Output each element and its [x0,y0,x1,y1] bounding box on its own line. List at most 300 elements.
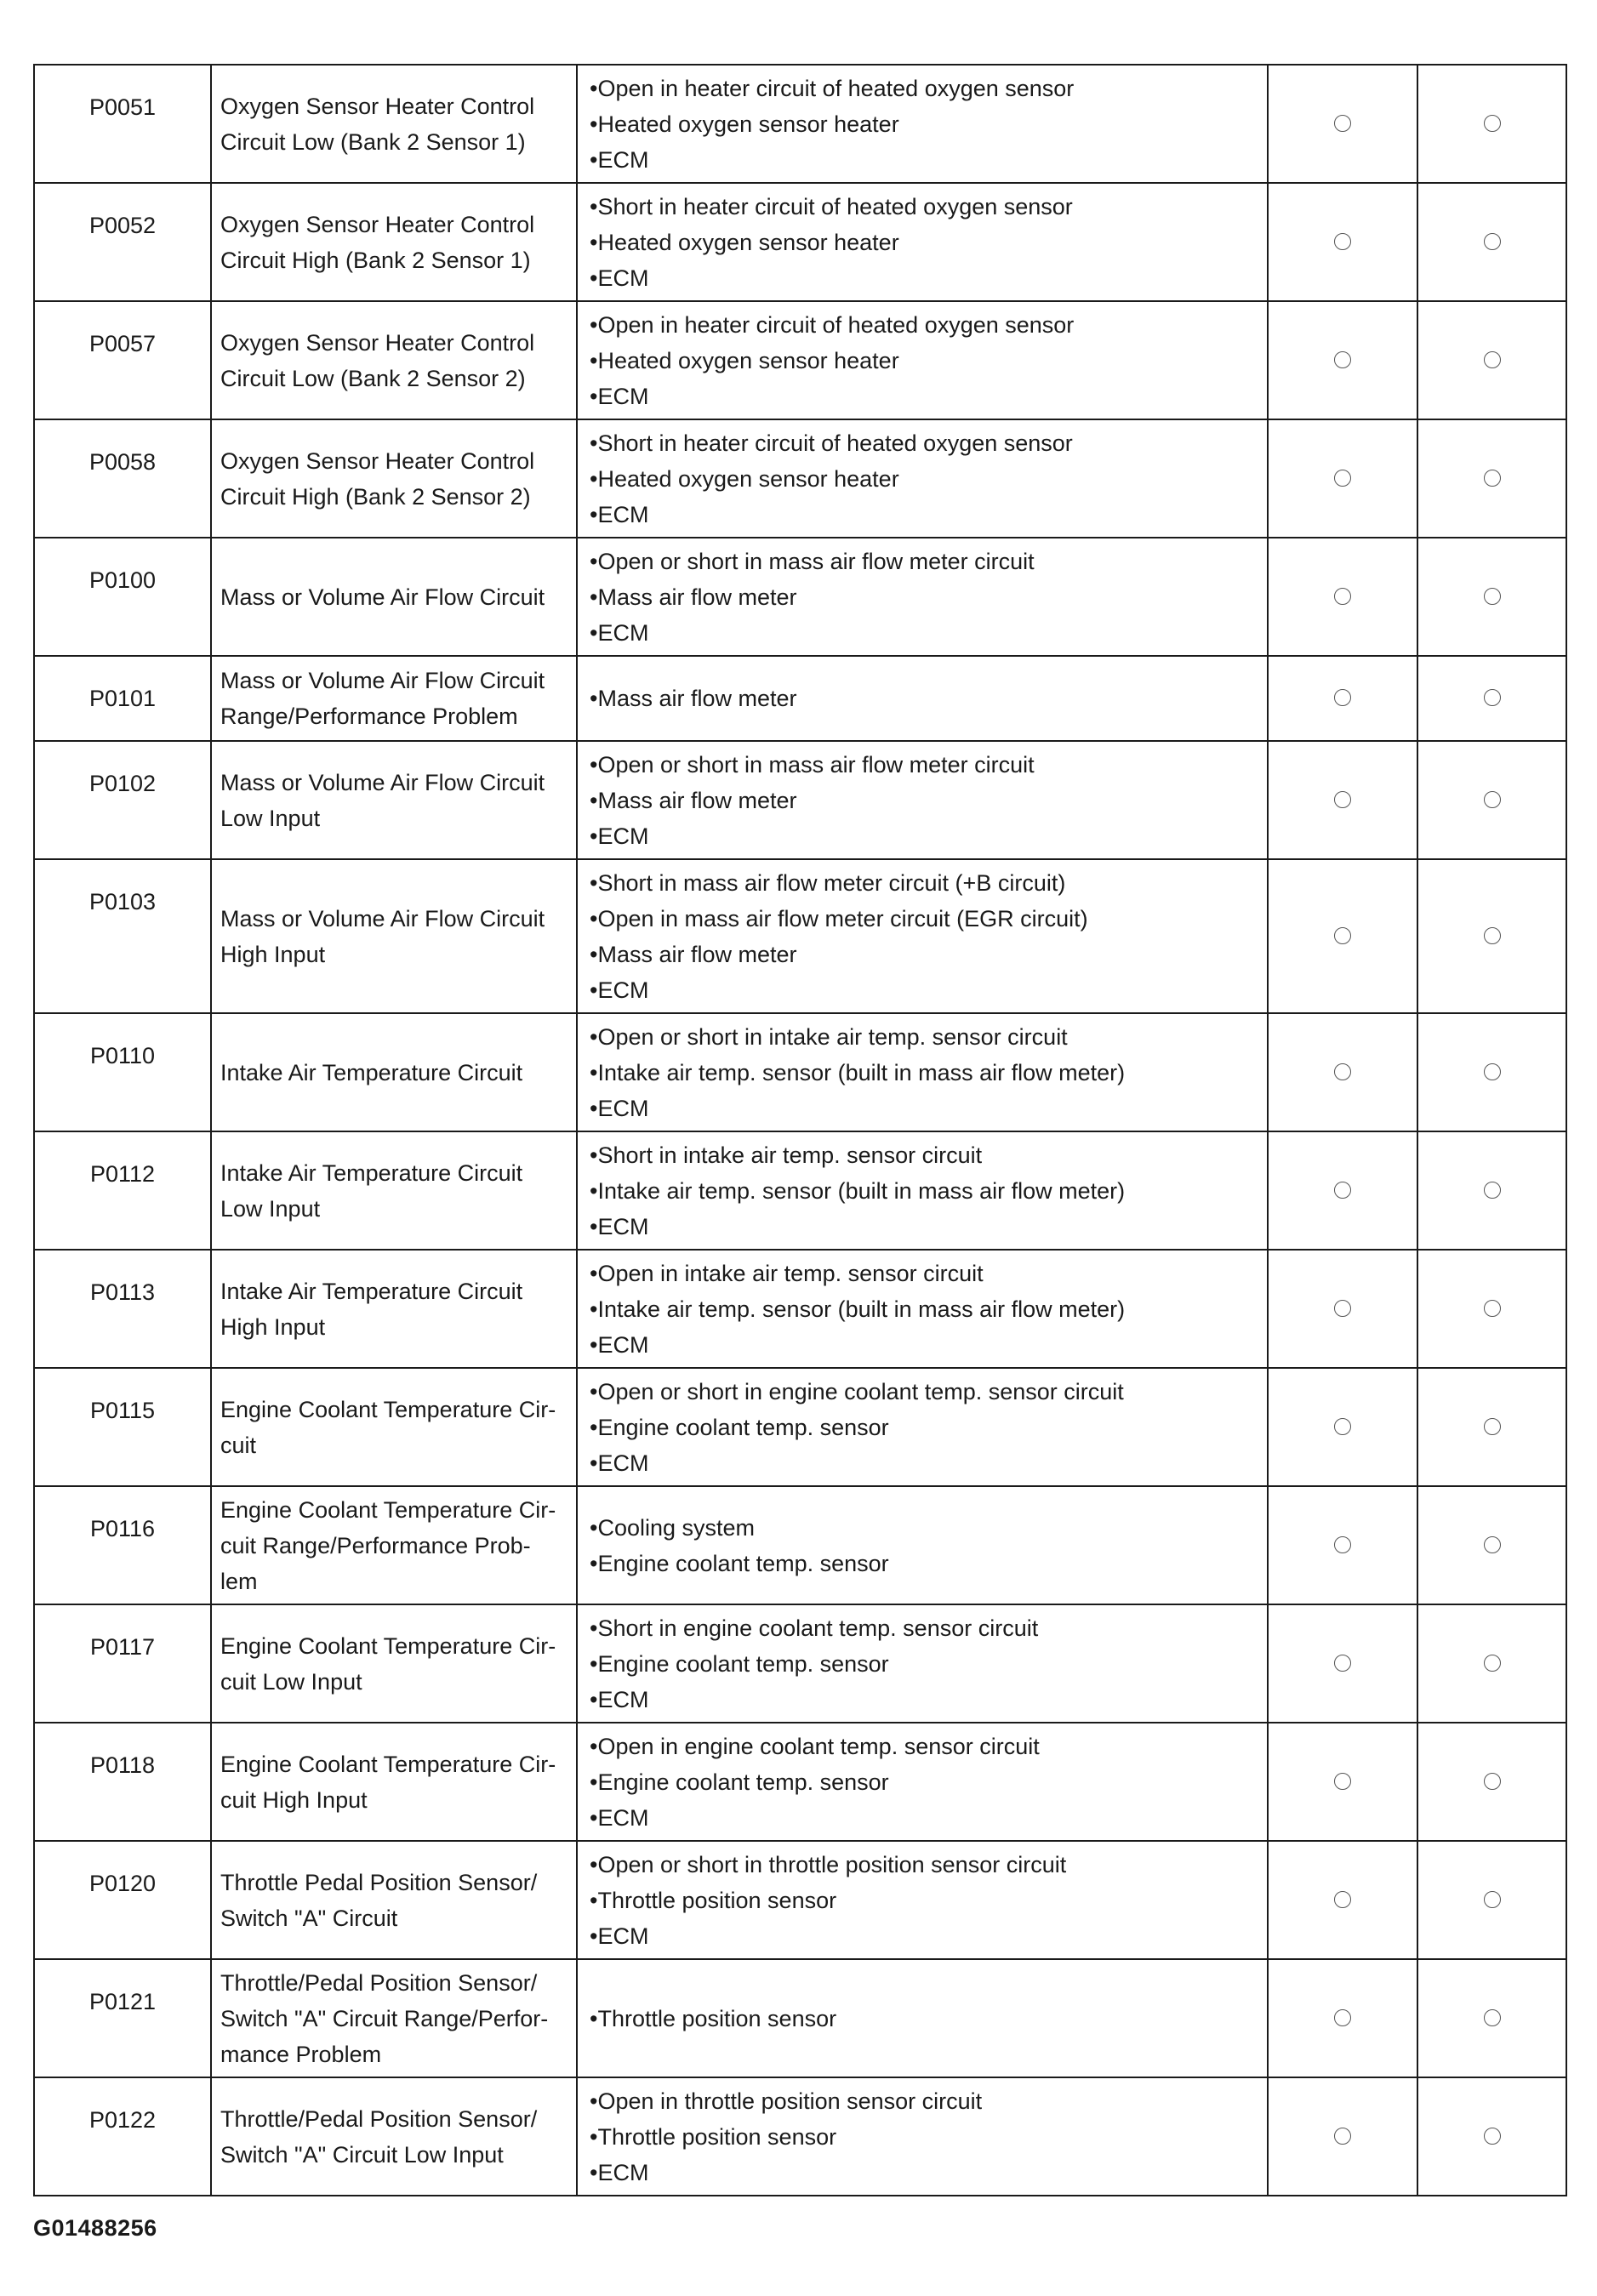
trouble-area-item [590,1847,1267,1883]
dtc-description: Engine Coolant Temperature Cir-cuit [211,1368,577,1486]
trouble-area-text: ECM [597,1095,649,1121]
trouble-area-text: Mass air flow meter [597,686,797,711]
bullet-icon: • [590,1887,598,1913]
bullet-icon: • [590,1851,598,1877]
mark-cell-1 [1268,1131,1417,1250]
trouble-area-list [577,301,1268,419]
trouble-area-text: Open in engine coolant temp. sensor circuit [597,1733,1040,1759]
dtc-code-cell [34,538,211,656]
trouble-area-item [590,1291,1267,1327]
trouble-area-item [590,2155,1267,2191]
circle-icon [1334,791,1351,808]
bullet-icon: • [590,1615,598,1641]
mark-cell-1 [1268,1368,1417,1486]
trouble-area-text: Heated oxygen sensor heater [597,111,899,137]
mark-cell-2 [1417,1013,1566,1131]
circle-icon [1484,351,1501,368]
bullet-icon: • [590,1923,598,1949]
trouble-area-text: Short in heater circuit of heated oxygen sensor [597,193,1073,219]
trouble-area-item [590,681,1267,716]
dtc-code-cell [34,1131,211,1250]
bullet-icon: • [590,430,598,456]
dtc-code: P0120 [88,1871,157,1896]
dtc-code: P0118 [89,1752,156,1778]
bullet-icon: • [590,1023,598,1050]
circle-icon [1484,927,1501,944]
trouble-area-list [577,419,1268,538]
table-row [34,1723,1566,1841]
table-row [34,1841,1566,1959]
trouble-area-text: Short in engine coolant temp. sensor circuit [597,1615,1039,1641]
mark-cell-1 [1268,65,1417,183]
circle-icon [1334,1773,1351,1790]
bullet-icon: • [590,1769,598,1795]
dtc-code-cell [34,1368,211,1486]
dtc-table-body [34,65,1566,2196]
trouble-area-item [590,1055,1267,1091]
trouble-area-item [590,2001,1267,2037]
trouble-area-item [590,1546,1267,1581]
mark-cell-1 [1268,183,1417,301]
dtc-code: P0115 [89,1398,156,1423]
circle-icon [1484,1182,1501,1199]
bullet-icon: • [590,1733,598,1759]
dtc-description: Engine Coolant Temperature Cir-cuit Low Input [211,1604,577,1723]
bullet-icon: • [590,1331,598,1358]
bullet-icon: • [590,1213,598,1239]
mark-cell-2 [1417,301,1566,419]
trouble-area-text: Intake air temp. sensor (built in mass air flow meter) [597,1177,1126,1204]
bullet-icon: • [590,977,598,1003]
bullet-icon: • [590,1550,598,1576]
trouble-area-list [577,859,1268,1013]
trouble-area-text: ECM [597,1213,649,1239]
dtc-code-cell [34,183,211,301]
dtc-code-cell [34,1604,211,1723]
circle-icon [1334,1182,1351,1199]
mark-cell-2 [1417,656,1566,741]
mark-cell-1 [1268,1959,1417,2077]
dtc-code: P0103 [88,889,157,914]
trouble-area-item [590,972,1267,1008]
circle-icon [1484,1536,1501,1553]
mark-cell-2 [1417,1723,1566,1841]
trouble-area-item [590,1682,1267,1718]
trouble-area-item [590,189,1267,225]
trouble-area-list [577,1841,1268,1959]
trouble-area-text: ECM [597,1804,649,1831]
table-row [34,2077,1566,2196]
table-row [34,656,1566,741]
trouble-area-text: Engine coolant temp. sensor [597,1414,889,1440]
mark-cell-1 [1268,1604,1417,1723]
circle-icon [1484,1063,1501,1080]
mark-cell-2 [1417,1368,1566,1486]
trouble-area-text: ECM [597,977,649,1003]
mark-cell-2 [1417,1486,1566,1604]
trouble-area-item [590,343,1267,379]
trouble-area-list [577,1723,1268,1841]
trouble-area-item [590,379,1267,414]
mark-cell-2 [1417,1250,1566,1368]
trouble-area-text: Open or short in intake air temp. sensor circuit [597,1023,1068,1050]
mark-cell-2 [1417,859,1566,1013]
trouble-area-item [590,106,1267,142]
trouble-area-text: Mass air flow meter [597,941,797,967]
trouble-area-text: Engine coolant temp. sensor [597,1769,889,1795]
mark-cell-2 [1417,1604,1566,1723]
table-row [34,1486,1566,1604]
trouble-area-text: Short in mass air flow meter circuit (+B circuit) [597,869,1066,896]
dtc-code-cell [34,2077,211,2196]
mark-cell-1 [1268,1723,1417,1841]
dtc-table [33,64,1567,2196]
circle-icon [1484,689,1501,706]
trouble-area-text: Open or short in mass air flow meter circuit [597,751,1035,778]
bullet-icon: • [590,465,598,492]
trouble-area-item [590,1410,1267,1445]
bullet-icon: • [590,941,598,967]
circle-icon [1334,351,1351,368]
circle-icon [1484,2009,1501,2026]
mark-cell-2 [1417,65,1566,183]
bullet-icon: • [590,75,598,101]
trouble-area-item [590,1374,1267,1410]
dtc-description: Intake Air Temperature Circuit High Input [211,1250,577,1368]
trouble-area-text: Throttle position sensor [597,2005,837,2031]
trouble-area-text: Throttle position sensor [597,1887,837,1913]
trouble-area-item [590,1256,1267,1291]
dtc-code: P0057 [88,331,157,356]
trouble-area-list [577,183,1268,301]
trouble-area-text: Throttle position sensor [597,2123,837,2150]
trouble-area-item [590,142,1267,178]
trouble-area-item [590,818,1267,854]
circle-icon [1334,233,1351,250]
trouble-area-text: Short in intake air temp. sensor circuit [597,1142,983,1168]
trouble-area-item [590,865,1267,901]
dtc-code: P0116 [89,1516,156,1541]
trouble-area-list [577,1250,1268,1368]
trouble-area-item [590,937,1267,972]
table-row [34,419,1566,538]
trouble-area-item [590,2119,1267,2155]
mark-cell-1 [1268,1841,1417,1959]
table-row [34,538,1566,656]
trouble-area-text: Open in mass air flow meter circuit (EGR circuit) [597,905,1088,932]
bullet-icon: • [590,1804,598,1831]
mark-cell-1 [1268,538,1417,656]
dtc-code-cell [34,859,211,1013]
dtc-code: P0112 [89,1161,156,1187]
trouble-area-text: ECM [597,501,649,527]
dtc-code-cell [34,1959,211,2077]
trouble-area-item [590,1091,1267,1126]
mark-cell-2 [1417,538,1566,656]
trouble-area-text: Mass air flow meter [597,584,797,610]
circle-icon [1334,470,1351,487]
mark-cell-2 [1417,1131,1566,1250]
dtc-code: P0122 [88,2107,157,2133]
dtc-code: P0052 [88,213,157,238]
table-row [34,859,1566,1013]
dtc-description: Throttle Pedal Position Sensor/ Switch "A" Circuit [211,1841,577,1959]
bullet-icon: • [590,2159,598,2185]
dtc-code-cell [34,1486,211,1604]
trouble-area-item [590,1800,1267,1836]
dtc-code-cell [34,1723,211,1841]
dtc-description: Mass or Volume Air Flow Circuit Range/Performance Problem [211,656,577,741]
bullet-icon: • [590,229,598,255]
bullet-icon: • [590,193,598,219]
trouble-area-item [590,2083,1267,2119]
bullet-icon: • [590,347,598,373]
circle-icon [1334,1891,1351,1908]
table-row [34,65,1566,183]
dtc-description: Oxygen Sensor Heater Control Circuit Low (Bank 2 Sensor 1) [211,65,577,183]
mark-cell-1 [1268,859,1417,1013]
trouble-area-text: Open or short in engine coolant temp. sensor circuit [597,1378,1124,1404]
trouble-area-list [577,741,1268,859]
bullet-icon: • [590,1296,598,1322]
trouble-area-text: Open in heater circuit of heated oxygen sensor [597,75,1075,101]
bullet-icon: • [590,905,598,932]
mark-cell-1 [1268,419,1417,538]
trouble-area-text: Heated oxygen sensor heater [597,465,899,492]
trouble-area-item [590,1646,1267,1682]
table-row [34,1131,1566,1250]
bullet-icon: • [590,869,598,896]
trouble-area-text: ECM [597,1331,649,1358]
trouble-area-list [577,1013,1268,1131]
trouble-area-text: ECM [597,146,649,173]
circle-icon [1334,2128,1351,2145]
figure-id: G01488256 [33,2215,157,2241]
circle-icon [1334,1536,1351,1553]
mark-cell-1 [1268,741,1417,859]
trouble-area-item [590,783,1267,818]
trouble-area-text: Open in heater circuit of heated oxygen sensor [597,311,1075,338]
trouble-area-text: Intake air temp. sensor (built in mass air flow meter) [597,1059,1126,1085]
dtc-description: Intake Air Temperature Circuit Low Input [211,1131,577,1250]
circle-icon [1334,1063,1351,1080]
table-row [34,1959,1566,2077]
dtc-code: P0100 [88,567,157,593]
dtc-description: Throttle/Pedal Position Sensor/ Switch "A" Circuit Low Input [211,2077,577,2196]
trouble-area-item [590,307,1267,343]
bullet-icon: • [590,584,598,610]
bullet-icon: • [590,1260,598,1286]
circle-icon [1484,1655,1501,1672]
mark-cell-1 [1268,2077,1417,2196]
circle-icon [1484,233,1501,250]
mark-cell-2 [1417,2077,1566,2196]
dtc-description: Mass or Volume Air Flow Circuit [211,538,577,656]
table-row [34,1250,1566,1368]
trouble-area-item [590,615,1267,651]
trouble-area-item [590,1327,1267,1363]
dtc-description: Oxygen Sensor Heater Control Circuit High (Bank 2 Sensor 1) [211,183,577,301]
mark-cell-1 [1268,301,1417,419]
bullet-icon: • [590,1450,598,1476]
table-row [34,183,1566,301]
mark-cell-1 [1268,1250,1417,1368]
dtc-description: Intake Air Temperature Circuit [211,1013,577,1131]
bullet-icon: • [590,265,598,291]
trouble-area-text: ECM [597,823,649,849]
trouble-area-list [577,1604,1268,1723]
trouble-area-list [577,538,1268,656]
dtc-code: P0051 [88,94,157,120]
dtc-code: P0101 [88,686,157,711]
circle-icon [1334,927,1351,944]
dtc-description: Mass or Volume Air Flow Circuit Low Input [211,741,577,859]
table-row [34,741,1566,859]
circle-icon [1484,470,1501,487]
trouble-area-text: Open or short in throttle position sensor circuit [597,1851,1067,1877]
mark-cell-1 [1268,656,1417,741]
trouble-area-item [590,1610,1267,1646]
bullet-icon: • [590,2005,598,2031]
trouble-area-text: Engine coolant temp. sensor [597,1650,889,1677]
dtc-code-cell [34,741,211,859]
mark-cell-1 [1268,1013,1417,1131]
trouble-area-item [590,544,1267,579]
dtc-code: P0113 [89,1279,156,1305]
table-row [34,1368,1566,1486]
trouble-area-list [577,656,1268,741]
circle-icon [1484,115,1501,132]
dtc-code: P0121 [88,1989,157,2014]
trouble-area-text: ECM [597,1450,649,1476]
table-row [34,1013,1566,1131]
trouble-area-item [590,1764,1267,1800]
trouble-area-list [577,1131,1268,1250]
bullet-icon: • [590,311,598,338]
trouble-area-item [590,747,1267,783]
trouble-area-list [577,1368,1268,1486]
dtc-description: Oxygen Sensor Heater Control Circuit Low (Bank 2 Sensor 2) [211,301,577,419]
circle-icon [1334,1418,1351,1435]
trouble-area-item [590,225,1267,260]
bullet-icon: • [590,1378,598,1404]
mark-cell-2 [1417,183,1566,301]
trouble-area-text: ECM [597,619,649,646]
dtc-description: Engine Coolant Temperature Cir-cuit Range/Performance Prob-lem [211,1486,577,1604]
trouble-area-item [590,1883,1267,1918]
dtc-description: Mass or Volume Air Flow Circuit High Input [211,859,577,1013]
trouble-area-item [590,71,1267,106]
trouble-area-item [590,1209,1267,1245]
circle-icon [1334,689,1351,706]
trouble-area-item [590,1173,1267,1209]
circle-icon [1334,1655,1351,1672]
trouble-area-item [590,1137,1267,1173]
circle-icon [1484,1300,1501,1317]
bullet-icon: • [590,686,598,711]
bullet-icon: • [590,2088,598,2114]
table-row [34,301,1566,419]
trouble-area-list [577,1959,1268,2077]
trouble-area-item [590,1019,1267,1055]
bullet-icon: • [590,751,598,778]
trouble-area-text: Open in throttle position sensor circuit [597,2088,983,2114]
trouble-area-text: Cooling system [597,1514,756,1541]
bullet-icon: • [590,548,598,574]
circle-icon [1334,1300,1351,1317]
dtc-description: Oxygen Sensor Heater Control Circuit High (Bank 2 Sensor 2) [211,419,577,538]
dtc-code: P0117 [89,1634,156,1660]
mark-cell-1 [1268,1486,1417,1604]
dtc-code: P0058 [88,449,157,475]
trouble-area-text: Engine coolant temp. sensor [597,1550,889,1576]
circle-icon [1334,2009,1351,2026]
bullet-icon: • [590,1095,598,1121]
mark-cell-2 [1417,1841,1566,1959]
dtc-code-cell [34,1013,211,1131]
trouble-area-item [590,1445,1267,1481]
bullet-icon: • [590,146,598,173]
bullet-icon: • [590,1414,598,1440]
dtc-code: P0102 [88,771,157,796]
circle-icon [1484,791,1501,808]
mark-cell-2 [1417,1959,1566,2077]
trouble-area-item [590,579,1267,615]
bullet-icon: • [590,111,598,137]
circle-icon [1334,115,1351,132]
trouble-area-item [590,901,1267,937]
bullet-icon: • [590,2123,598,2150]
bullet-icon: • [590,1514,598,1541]
trouble-area-text: Open in intake air temp. sensor circuit [597,1260,984,1286]
trouble-area-text: ECM [597,265,649,291]
mark-cell-2 [1417,741,1566,859]
trouble-area-text: Short in heater circuit of heated oxygen sensor [597,430,1073,456]
table-row [34,1604,1566,1723]
bullet-icon: • [590,1142,598,1168]
trouble-area-text: ECM [597,1923,649,1949]
trouble-area-list [577,65,1268,183]
dtc-code-cell [34,65,211,183]
trouble-area-text: ECM [597,1686,649,1712]
dtc-code-cell [34,419,211,538]
circle-icon [1484,1418,1501,1435]
trouble-area-list [577,2077,1268,2196]
bullet-icon: • [590,823,598,849]
trouble-area-list [577,1486,1268,1604]
trouble-area-item [590,425,1267,461]
mark-cell-2 [1417,419,1566,538]
trouble-area-text: ECM [597,383,649,409]
trouble-area-text: ECM [597,2159,649,2185]
dtc-code-cell [34,301,211,419]
trouble-area-item [590,260,1267,296]
trouble-area-item [590,497,1267,533]
trouble-area-item [590,461,1267,497]
dtc-code-cell [34,1841,211,1959]
bullet-icon: • [590,501,598,527]
circle-icon [1484,1773,1501,1790]
bullet-icon: • [590,787,598,813]
circle-icon [1334,588,1351,605]
trouble-area-text: Heated oxygen sensor heater [597,229,899,255]
bullet-icon: • [590,1650,598,1677]
trouble-area-item [590,1729,1267,1764]
bullet-icon: • [590,619,598,646]
trouble-area-item [590,1510,1267,1546]
trouble-area-item [590,1918,1267,1954]
dtc-code-cell [34,1250,211,1368]
